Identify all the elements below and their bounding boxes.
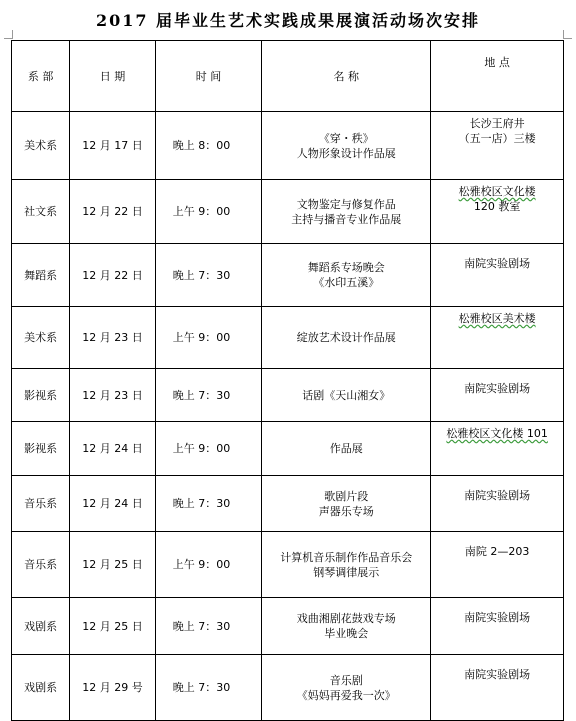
table-row [12, 532, 564, 598]
cell-date: 12 月 25 日 [70, 598, 155, 655]
header-dept: 系 部 [12, 41, 70, 112]
cell-date: 12 月 17 日 [70, 112, 155, 180]
cell-dept: 美术系 [12, 307, 70, 369]
cell-place [431, 112, 564, 180]
cell-dept: 戏剧系 [12, 598, 70, 655]
cell-name-line: 作品展 [329, 442, 363, 455]
table-row [12, 244, 564, 307]
cell-time: 晚上 7：30 [155, 369, 262, 422]
cell-place-line: 南院实验剧场 [464, 382, 531, 395]
cell-name-line: 人物形象设计作品展 [296, 146, 396, 160]
cell-dept: 舞蹈系 [12, 244, 70, 307]
cell-place-line: 松雅校区美术楼 [458, 312, 536, 325]
cell-name-line: 钢琴调律展示 [313, 565, 380, 579]
table-header-row [12, 41, 564, 112]
cell-name [262, 476, 431, 532]
cell-name-line: 《水印五溪》 [313, 276, 380, 289]
cell-name-line: 绽放艺术设计作品展 [296, 331, 396, 344]
cell-name-line: 声器乐专场 [318, 504, 374, 518]
cell-name-line: 音乐剧 [329, 673, 363, 687]
cell-date: 12 月 22 日 [70, 180, 155, 244]
cell-date: 12 月 24 日 [70, 422, 155, 476]
cell-name [262, 598, 431, 655]
cell-name-line: 《妈妈再爱我一次》 [296, 688, 396, 702]
cell-date: 12 月 23 日 [70, 307, 155, 369]
cell-name-line: 《穿・秩》 [318, 131, 374, 145]
cell-time: 晚上 7：30 [155, 655, 262, 721]
cell-name-line: 文物鉴定与修复作品 [296, 197, 396, 211]
cell-name-line: 歌剧片段 [324, 489, 369, 503]
cell-place-line: （五一店）三楼 [458, 132, 536, 145]
cell-place-line: 120 教室 [473, 200, 521, 213]
table-row [12, 369, 564, 422]
cell-name [262, 422, 431, 476]
cell-time: 上午 9：00 [155, 422, 262, 476]
cell-place [431, 244, 564, 307]
cell-time: 晚上 7：30 [155, 476, 262, 532]
cell-name [262, 369, 431, 422]
cell-name-line: 主持与播音专业作品展 [291, 212, 402, 226]
cell-place [431, 180, 564, 244]
cell-dept: 音乐系 [12, 532, 70, 598]
header-date: 日 期 [70, 41, 155, 112]
header-name: 名 称 [262, 41, 431, 112]
cell-place-line: 松雅校区文化楼 101 [446, 427, 548, 440]
page-corner-mark [4, 30, 13, 39]
document-title: 2017 届毕业生艺术实践成果展演活动场次安排 [95, 11, 481, 30]
cell-time: 晚上 8：00 [155, 112, 262, 180]
cell-place [431, 598, 564, 655]
cell-place [431, 307, 564, 369]
cell-place-line: 长沙王府井 [469, 117, 525, 130]
cell-place [431, 422, 564, 476]
schedule-table [11, 40, 564, 721]
cell-date: 12 月 24 日 [70, 476, 155, 532]
cell-name [262, 112, 431, 180]
cell-name [262, 307, 431, 369]
cell-date: 12 月 29 号 [70, 655, 155, 721]
cell-time: 晚上 7：30 [155, 598, 262, 655]
table-row [12, 476, 564, 532]
cell-time: 上午 9：00 [155, 532, 262, 598]
cell-name-line: 计算机音乐制作作品音乐会 [280, 550, 413, 564]
cell-name [262, 244, 431, 307]
cell-dept: 音乐系 [12, 476, 70, 532]
page-corner-mark [563, 30, 572, 39]
cell-dept: 社文系 [12, 180, 70, 244]
table-row [12, 112, 564, 180]
schedule-body [12, 112, 564, 721]
cell-name [262, 655, 431, 721]
header-time: 时 间 [155, 41, 262, 112]
cell-name-line: 舞蹈系专场晚会 [307, 261, 385, 274]
table-row [12, 307, 564, 369]
cell-name [262, 532, 431, 598]
cell-date: 12 月 22 日 [70, 244, 155, 307]
cell-dept: 影视系 [12, 422, 70, 476]
cell-place-line: 南院实验剧场 [464, 257, 531, 270]
cell-time: 上午 9：00 [155, 307, 262, 369]
cell-time: 晚上 7：30 [155, 244, 262, 307]
cell-place-line: 南院实验剧场 [464, 489, 531, 502]
cell-place-line: 南院 2—203 [464, 545, 530, 558]
cell-place-line: 南院实验剧场 [464, 668, 531, 681]
table-row [12, 422, 564, 476]
cell-name-line: 毕业晚会 [324, 627, 369, 640]
cell-place-line: 松雅校区文化楼 [458, 185, 536, 198]
cell-place-line: 南院实验剧场 [464, 611, 531, 624]
table-row [12, 655, 564, 721]
cell-name [262, 180, 431, 244]
cell-dept: 影视系 [12, 369, 70, 422]
cell-name-line: 话剧《天山湘女》 [302, 388, 391, 402]
cell-place [431, 369, 564, 422]
cell-place [431, 655, 564, 721]
cell-dept: 戏剧系 [12, 655, 70, 721]
cell-name-line: 戏曲湘剧花鼓戏专场 [296, 612, 396, 625]
cell-dept: 美术系 [12, 112, 70, 180]
cell-date: 12 月 25 日 [70, 532, 155, 598]
table-row [12, 598, 564, 655]
cell-time: 上午 9：00 [155, 180, 262, 244]
header-place: 地 点 [431, 41, 564, 112]
cell-date: 12 月 23 日 [70, 369, 155, 422]
table-row [12, 180, 564, 244]
cell-place [431, 532, 564, 598]
cell-place [431, 476, 564, 532]
